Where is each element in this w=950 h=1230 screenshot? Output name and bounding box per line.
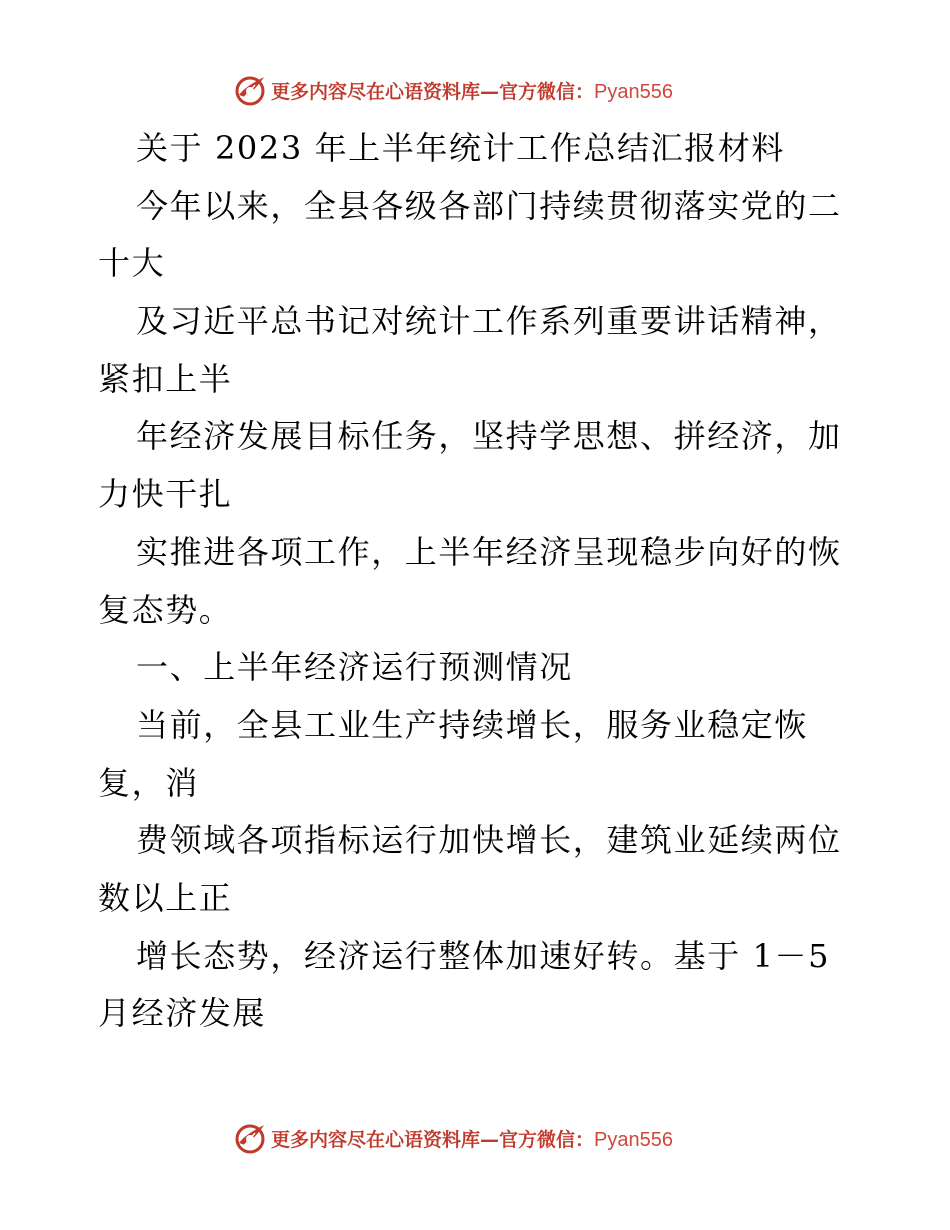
footer-watermark	[233, 1120, 753, 1156]
paragraph-line: 费领域各项指标运行加快增长，建筑业延续两位	[136, 821, 842, 860]
header-watermark	[233, 72, 753, 108]
paragraph-line: 十大	[98, 244, 166, 283]
paragraph-line: 增长态势，经济运行整体加速好转。基于 1－5	[136, 936, 831, 975]
paragraph-line: 年经济发展目标任务，坚持学思想、拼经济，加	[136, 417, 842, 456]
paragraph-line: 数以上正	[98, 878, 233, 917]
paragraph-line: 紧扣上半	[98, 359, 233, 398]
paragraph-line: 当前，全县工业生产持续增长，服务业稳定恢	[136, 705, 809, 744]
paragraph-line: 今年以来，全县各级各部门持续贯彻落实党的二	[136, 186, 842, 225]
paragraph-line: 实推进各项工作，上半年经济呈现稳步向好的恢	[136, 532, 842, 571]
section-heading: 一、上半年经济运行预测情况	[136, 648, 573, 687]
document-body	[98, 120, 878, 1043]
paragraph-line: 复态势。	[98, 590, 233, 629]
paragraph-line: 及习近平总书记对统计工作系列重要讲话精神，	[136, 302, 842, 341]
paragraph-line: 月经济发展	[98, 994, 267, 1033]
quill-pen-logo-icon	[233, 73, 267, 107]
document-title: 关于 2023 年上半年统计工作总结汇报材料	[136, 129, 785, 167]
paragraph-line: 力快干扎	[98, 475, 233, 514]
watermark-text: 更多内容尽在心语资料库—官方微信：Pyan556	[271, 1128, 673, 1151]
paragraph-line: 复，消	[98, 763, 199, 802]
watermark-text: 更多内容尽在心语资料库—官方微信：Pyan556	[271, 80, 673, 103]
quill-pen-logo-icon	[233, 1121, 267, 1155]
